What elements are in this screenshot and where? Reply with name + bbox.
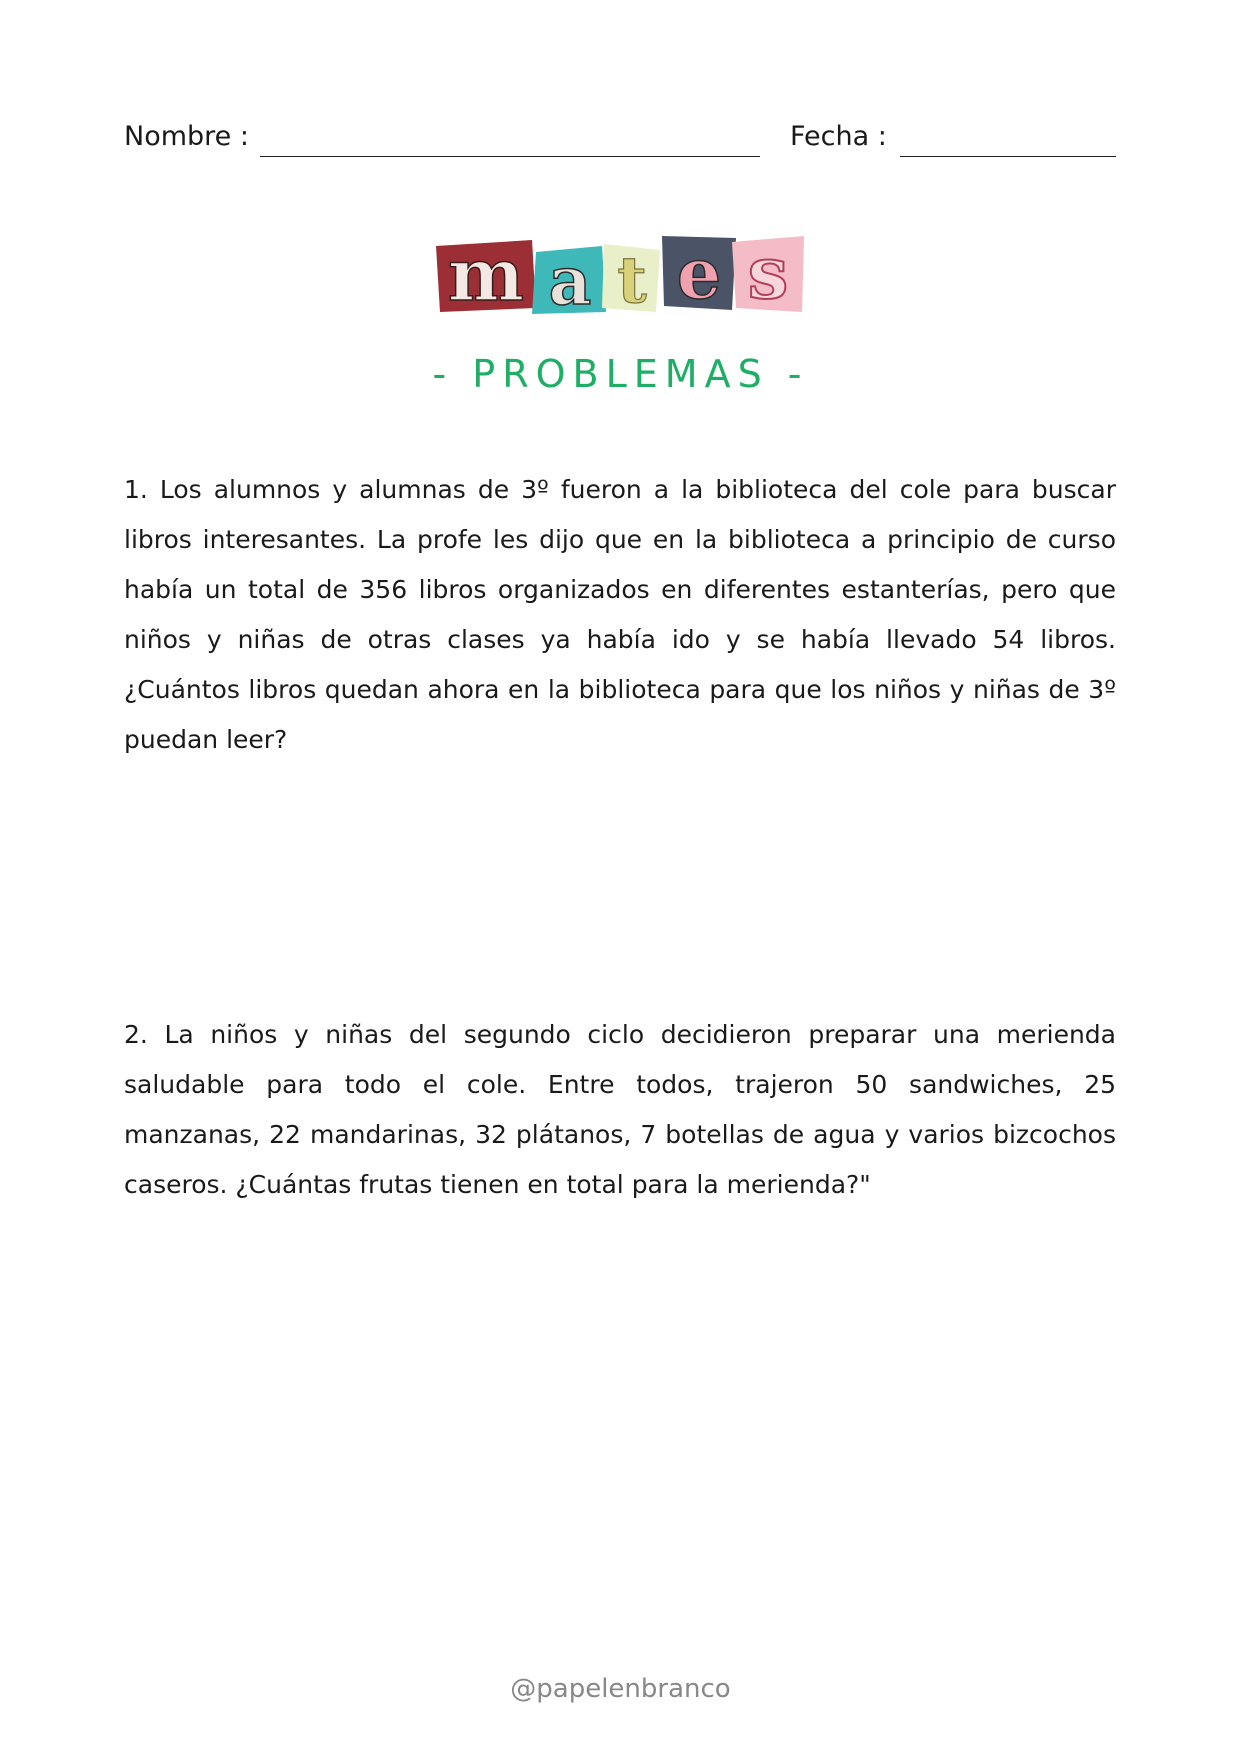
svg-text:e: e: [676, 232, 722, 315]
mates-logo: [436, 232, 806, 316]
date-label: Fecha :: [790, 121, 887, 152]
mates-logo-graphic: [436, 232, 806, 316]
problem-2-text: 2. La niños y niñas del segundo ciclo decidieron preparar una merienda saludable para todo el cole. Entre todos, trajeron 50 sandwiches, 25 manzanas, 22 mandarinas, 32 plátanos, 7 botellas de agua y varios bizcochos caseros. ¿Cuántas frutas tienen en total para la merienda?": [124, 1020, 1116, 1199]
name-field-line[interactable]: [260, 156, 760, 157]
footer-handle: @papelenbranco: [510, 1674, 731, 1704]
logo-letter-m: [436, 232, 536, 316]
problem-1-text: 1. Los alumnos y alumnas de 3º fueron a la biblioteca del cole para buscar libros interesantes. La profe les dijo que en la biblioteca a principio de curso había un total de 356 libros organizados en diferentes estanterías, pero que niños y niñas de otras clases ya había ido y se había llevado 54 libros. ¿Cuántos libros quedan ahora en la biblioteca para que los niños y niñas de 3º puedan leer?: [124, 475, 1116, 754]
problem-1: [124, 465, 1116, 765]
svg-text:t: t: [617, 243, 647, 316]
worksheet-subtitle: - PROBLEMAS -: [432, 352, 809, 396]
svg-text:a: a: [548, 242, 592, 316]
logo-letter-s: [732, 232, 804, 315]
logo-letter-t: [602, 243, 660, 316]
svg-text:m: m: [447, 232, 525, 316]
problem-2: [124, 1010, 1116, 1210]
svg-text:s: s: [747, 232, 789, 315]
logo-letter-a: [532, 242, 606, 316]
logo-letter-e: [662, 232, 736, 315]
name-label: Nombre :: [124, 121, 249, 152]
date-field-line[interactable]: [900, 156, 1116, 157]
